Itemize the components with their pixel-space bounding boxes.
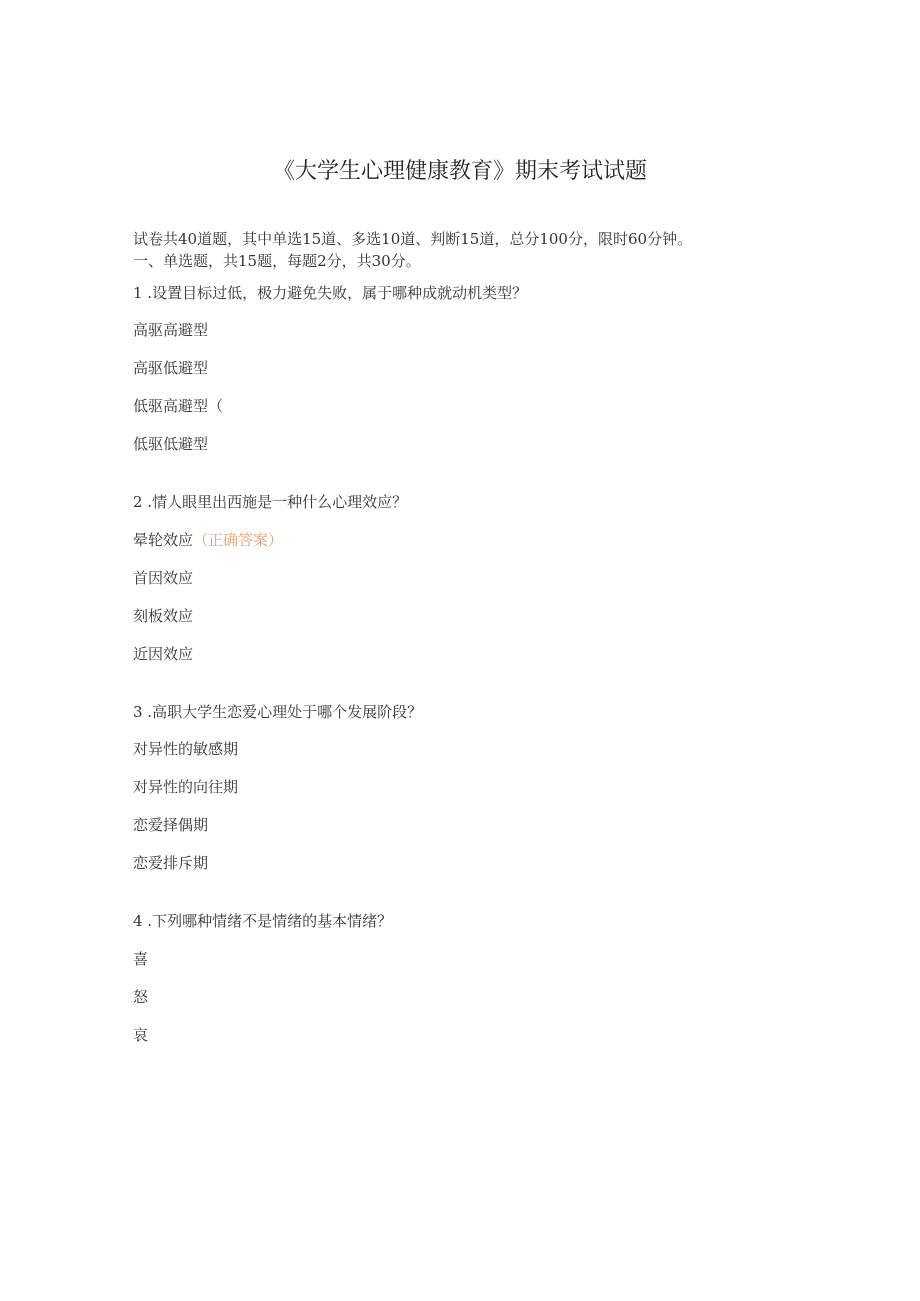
answer-option: 刻板效应 — [133, 607, 194, 625]
question-stem: 2 .情人眼里出西施是一种什么心理效应？ — [133, 493, 408, 511]
answer-option: 低驱低避型 — [133, 435, 209, 453]
section-header: 一、单选题，共15题，每题2分，共30分。 — [133, 252, 421, 270]
answer-option: 高驱低避型 — [133, 359, 209, 377]
answer-option: 哀 — [133, 1026, 149, 1044]
answer-option: 低驱高避型（ — [133, 397, 224, 415]
answer-option: 对异性的敏感期 — [133, 740, 239, 758]
answer-option: 恋爱排斥期 — [133, 854, 209, 872]
exam-intro: 试卷共40道题，其中单选15道、多选10道、判断15道，总分100分，限时60分钟。 — [133, 230, 693, 248]
question-stem: 3 .高职大学生恋爱心理处于哪个发展阶段？ — [133, 703, 423, 721]
answer-option-text: 晕轮效应 — [133, 531, 194, 549]
question-stem: 4 .下列哪种情绪不是情绪的基本情绪？ — [133, 912, 393, 930]
answer-option-correct — [133, 529, 283, 551]
answer-option: 近因效应 — [133, 645, 194, 663]
answer-option: 高驱高避型 — [133, 321, 209, 339]
answer-option: 恋爱择偶期 — [133, 816, 209, 834]
answer-option: 首因效应 — [133, 569, 194, 587]
answer-option: 怒 — [133, 988, 149, 1006]
answer-option: 喜 — [133, 950, 149, 968]
page-title: 《大学生心理健康教育》期末考试试题 — [272, 159, 647, 184]
question-stem: 1 .设置目标过低，极力避免失败，属于哪种成就动机类型？ — [133, 284, 528, 302]
correct-answer-mark: （正确答案） — [193, 531, 284, 549]
answer-option: 对异性的向往期 — [133, 778, 239, 796]
